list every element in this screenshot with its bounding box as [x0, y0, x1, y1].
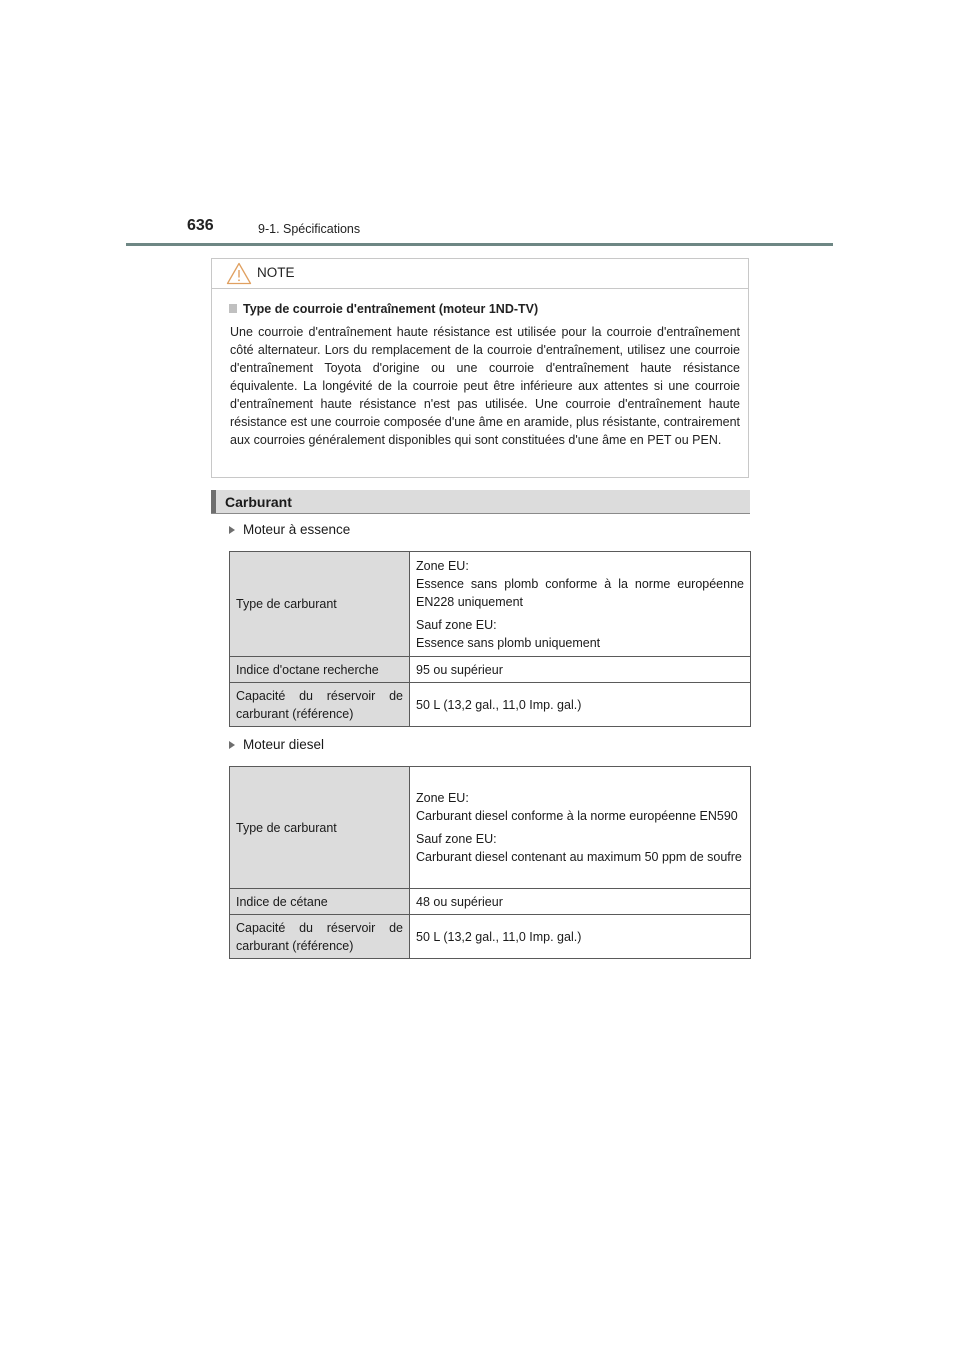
note-header: [212, 259, 748, 289]
cetane-value: 48 ou supérieur: [410, 889, 751, 915]
table-row: [230, 683, 751, 727]
table-row: [230, 767, 751, 889]
petrol-heading-text: Moteur à essence: [243, 522, 351, 537]
tank-capacity-label: Capacité du réservoir de carburant (référence): [230, 683, 410, 727]
fuel-type-value: [410, 552, 751, 657]
section-bar: [211, 490, 750, 514]
petrol-heading: [229, 522, 350, 537]
tank-capacity-value: 50 L (13,2 gal., 11,0 Imp. gal.): [410, 683, 751, 727]
fuel-type-label: Type de carburant: [230, 552, 410, 657]
page-header: [0, 0, 960, 250]
note-body: Une courroie d'entraînement haute résistance est utilisée pour la courroie d'entraînement côté alternateur. Lors du remplacement de la courroie d'entraînement, utilisez une courroie d'entraînement Toyota d'origine ou une courroie d'entraînement haute résistance équivalente. La longévité de la courroie peut être inférieure aux attentes si une courroie d'entraînement haute résistance n'est pas utilisée. Une courroie d'entraînement haute résistance est une courroie composée d'une âme en aramide, plus résistante, contrairement aux courroies généralement disponibles qui sont constituées d'une âme en PET ou PEN.: [230, 325, 740, 447]
triangle-bullet-icon: [229, 526, 235, 534]
note-title-text: Type de courroie d'entraînement (moteur 1ND-TV): [243, 302, 539, 316]
other-zone-label: Sauf zone EU:: [416, 617, 497, 632]
table-row: [230, 889, 751, 915]
square-bullet-icon: [229, 304, 237, 313]
note-title: [229, 302, 538, 316]
cetane-label: Indice de cétane: [230, 889, 410, 915]
other-zone-value: Carburant diesel contenant au maximum 50 ppm de soufre: [416, 850, 742, 864]
fuel-type-label: Type de carburant: [230, 767, 410, 889]
warning-triangle-icon: [226, 262, 252, 285]
other-zone-value: Essence sans plomb uniquement: [416, 635, 601, 650]
petrol-spec-table: [229, 551, 751, 727]
header-rule: [126, 243, 833, 246]
tank-capacity-label: Capacité du réservoir de carburant (référence): [230, 915, 410, 959]
other-zone-label: Sauf zone EU:: [416, 832, 497, 846]
table-row: [230, 915, 751, 959]
table-row: [230, 552, 751, 657]
diesel-spec-table: [229, 766, 751, 959]
page-number: 636: [187, 217, 214, 234]
octane-label: Indice d'octane recherche: [230, 657, 410, 683]
zone-label: Zone EU:: [416, 558, 469, 573]
tank-capacity-value: 50 L (13,2 gal., 11,0 Imp. gal.): [410, 915, 751, 959]
octane-value: 95 ou supérieur: [410, 657, 751, 683]
section-title: Carburant: [225, 494, 292, 510]
zone-value: Carburant diesel conforme à la norme européenne EN590: [416, 809, 738, 823]
zone-label: Zone EU:: [416, 791, 469, 805]
note-box: [211, 258, 749, 478]
fuel-type-value: [410, 767, 751, 889]
note-label: NOTE: [257, 265, 295, 280]
zone-value: Essence sans plomb conforme à la norme européenne EN228 uniquement: [416, 576, 744, 609]
section-accent: [211, 490, 216, 513]
diesel-heading: [229, 737, 324, 752]
triangle-bullet-icon: [229, 741, 235, 749]
table-row: [230, 657, 751, 683]
section-reference: 9-1. Spécifications: [258, 222, 361, 236]
diesel-heading-text: Moteur diesel: [243, 737, 325, 752]
